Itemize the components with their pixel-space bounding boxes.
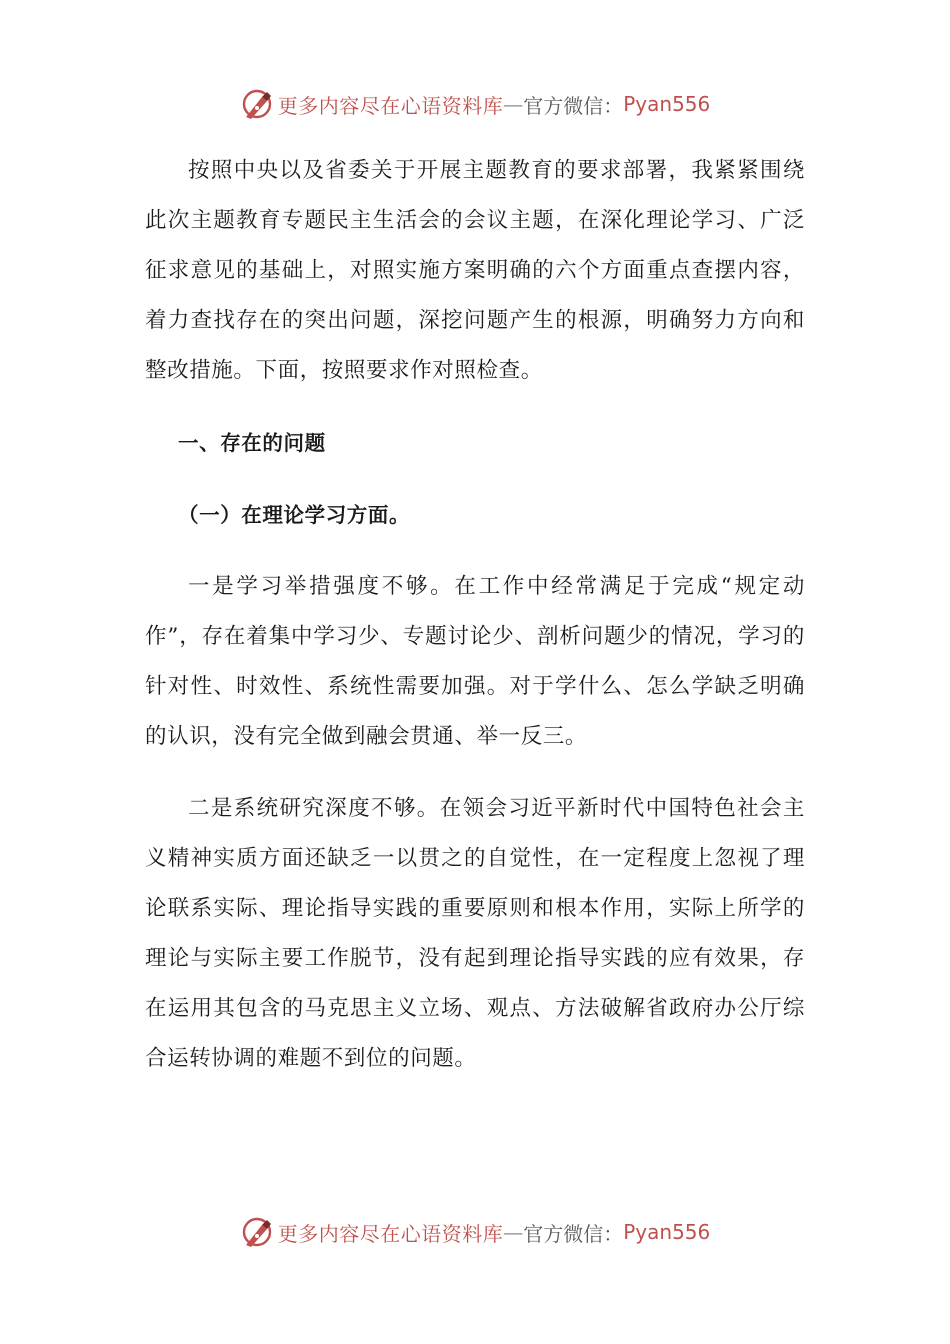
banner-separator: — [503, 92, 524, 116]
section-title: 一、存在的问题 [178, 431, 326, 455]
document-body [145, 146, 805, 1084]
banner-wechat-label: 官方微信： [523, 93, 624, 118]
pen-nib-logo-icon [240, 87, 274, 121]
banner-title: 更多内容尽在心语资料库 [277, 1221, 504, 1246]
banner-wechat-id: Pyan556 [623, 92, 711, 116]
banner-separator: — [503, 1220, 524, 1244]
banner-title: 更多内容尽在心语资料库 [277, 93, 504, 118]
footer-banner [0, 1212, 950, 1252]
paragraph-study-measures: 一是学习举措强度不够。在工作中经常满足于完成“规定动作”，存在着集中学习少、专题讨论少、剖析问题少的情况，学习的针对性、时效性、系统性需要加强。对于学什么、怎么学缺乏明确的认识，没有完全做到融会贯通、举一反三。 [145, 574, 805, 749]
paragraph-research-depth: 二是系统研究深度不够。在领会习近平新时代中国特色社会主义精神实质方面还缺乏一以贯之的自觉性，在一定程度上忽视了理论联系实际、理论指导实践的重要原则和根本作用，实际上所学的理论与实际主要工作脱节，没有起到理论指导实践的应有效果，存在运用其包含的马克思主义立场、观点、方法破解省政府办公厅综合运转协调的难题不到位的问题。 [145, 796, 805, 1071]
intro-paragraph: 按照中央以及省委关于开展主题教育的要求部署，我紧紧围绕此次主题教育专题民主生活会的会议主题，在深化理论学习、广泛征求意见的基础上，对照实施方案明确的六个方面重点查摆内容，着力查找存在的突出问题，深挖问题产生的根源，明确努力方向和整改措施。下面，按照要求作对照检查。 [145, 158, 805, 383]
banner-wechat-label: 官方微信： [523, 1221, 624, 1246]
banner-wechat-id: Pyan556 [623, 1220, 711, 1244]
subsection-title: （一）在理论学习方面。 [178, 503, 411, 527]
header-banner [0, 84, 950, 124]
pen-nib-logo-icon [240, 1215, 274, 1249]
